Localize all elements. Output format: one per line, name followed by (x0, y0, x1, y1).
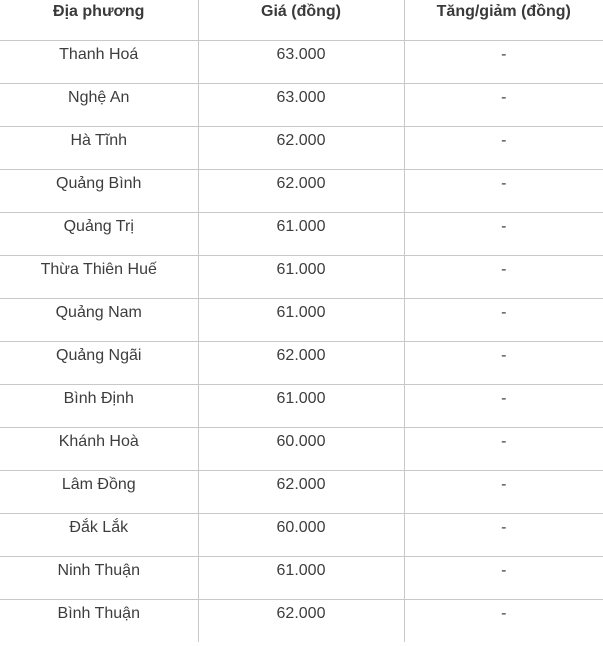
price-cell: 63.000 (198, 83, 404, 126)
change-cell: - (404, 169, 603, 212)
region-cell: Bình Thuận (57, 604, 140, 622)
table-row (0, 83, 603, 126)
region-cell: Quảng Bình (0, 169, 198, 212)
change-cell: - (404, 212, 603, 255)
change-cell: - (404, 427, 603, 470)
price-cell: 61.000 (198, 255, 404, 298)
change-cell: - (404, 470, 603, 513)
table-row (0, 40, 603, 83)
price-cell: 61.000 (198, 298, 404, 341)
price-cell: 63.000 (198, 40, 404, 83)
region-cell: Thanh Hoá (0, 40, 198, 83)
region-cell: Khánh Hoà (0, 427, 198, 470)
table-row (0, 298, 603, 341)
price-cell: 60.000 (198, 427, 404, 470)
table-row (0, 169, 603, 212)
change-cell: - (404, 126, 603, 169)
region-cell: Ninh Thuận (0, 556, 198, 599)
table-row (0, 255, 603, 298)
region-cell: Bình Định (0, 384, 198, 427)
table-row (0, 556, 603, 599)
price-cell: 60.000 (198, 513, 404, 556)
change-cell: - (404, 255, 603, 298)
header-region: Địa phương (0, 0, 198, 40)
table-row (0, 384, 603, 427)
table-row (0, 470, 603, 513)
table-row (0, 599, 603, 642)
table-row (0, 341, 603, 384)
change-cell: - (404, 513, 603, 556)
change-cell: - (404, 83, 603, 126)
change-cell: - (404, 384, 603, 427)
price-cell: 62.000 (198, 126, 404, 169)
table-row (0, 212, 603, 255)
price-cell: 62.000 (198, 169, 404, 212)
table-header-row (0, 0, 603, 40)
region-cell: Quảng Nam (0, 298, 198, 341)
table-row (0, 126, 603, 169)
region-cell: Hà Tĩnh (0, 126, 198, 169)
region-cell: Quảng Ngãi (0, 341, 198, 384)
region-cell: Lâm Đồng (0, 470, 198, 513)
price-cell: 61.000 (198, 212, 404, 255)
price-cell: 62.000 (198, 599, 404, 642)
region-cell: Đắk Lắk (0, 513, 198, 556)
price-cell: 62.000 (198, 341, 404, 384)
table-row (0, 513, 603, 556)
region-cell: Quảng Trị (0, 212, 198, 255)
change-cell: - (404, 556, 603, 599)
table-row (0, 427, 603, 470)
price-cell: 61.000 (198, 384, 404, 427)
header-change: Tăng/giảm (đồng) (404, 0, 603, 40)
header-price: Giá (đồng) (198, 0, 404, 40)
change-cell: - (404, 298, 603, 341)
region-cell: Nghệ An (0, 83, 198, 126)
price-cell: 62.000 (198, 470, 404, 513)
change-cell: - (404, 599, 603, 642)
change-cell: - (404, 40, 603, 83)
change-cell: - (404, 341, 603, 384)
price-cell: 61.000 (198, 556, 404, 599)
region-cell: Thừa Thiên Huế (0, 255, 198, 298)
